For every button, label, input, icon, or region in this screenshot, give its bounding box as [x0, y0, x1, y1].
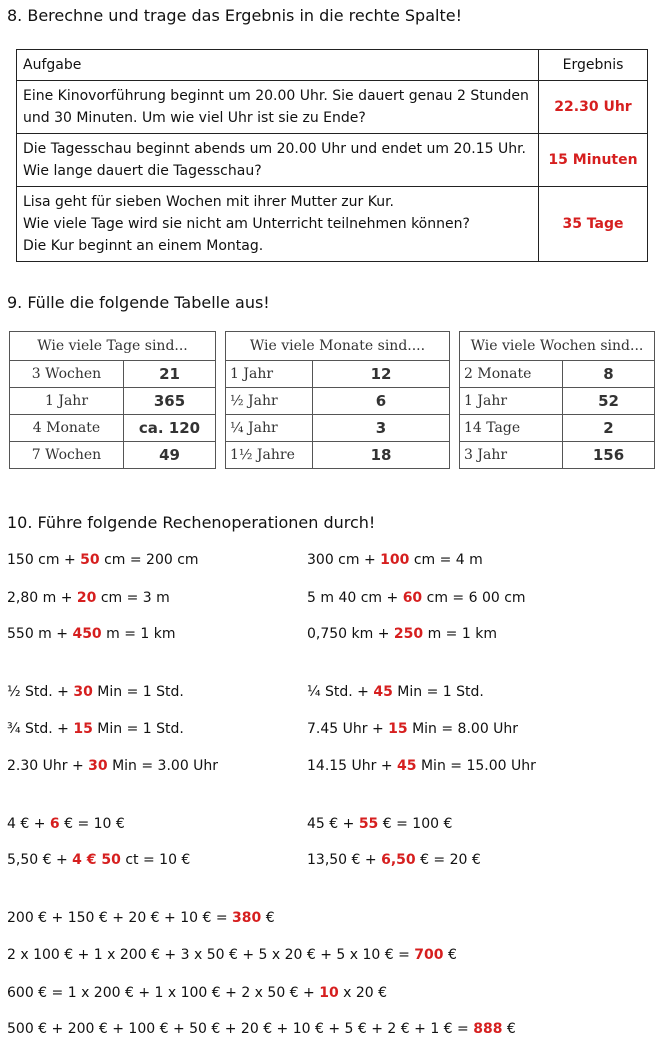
calc-rest: x 20 €	[338, 985, 388, 1001]
row-value: ca. 120	[124, 415, 216, 442]
task-result: 35 Tage	[539, 187, 648, 262]
calc-answer: 30	[88, 758, 108, 774]
calc-answer: 888	[473, 1021, 503, 1037]
calculation-line	[7, 985, 387, 1001]
task-line: Lisa geht für sieben Wochen mit ihrer Mutter zur Kur.	[23, 194, 394, 210]
calc-answer: 60	[402, 590, 423, 606]
calc-rest: m = 1 km	[101, 626, 176, 642]
header-task: Aufgabe	[17, 50, 539, 81]
calc-given: 14.15 Uhr +	[307, 758, 398, 774]
calc-given: 4 € +	[7, 816, 50, 832]
calculation-line	[7, 721, 184, 737]
calc-rest: Min = 1 Std.	[92, 721, 184, 737]
calc-rest: cm = 4 m	[409, 552, 483, 568]
calculation-line	[307, 684, 484, 700]
table-row	[460, 442, 655, 469]
table-row	[17, 134, 648, 187]
calculation-line	[307, 758, 536, 774]
calc-rest: € = 100 €	[378, 816, 453, 832]
table-row	[10, 388, 216, 415]
table-title: Wie viele Monate sind....	[226, 332, 450, 361]
calculation-line	[7, 758, 218, 774]
calc-given: 200 € + 150 € + 20 € + 10 € =	[7, 910, 233, 926]
calc-given: 300 cm +	[307, 552, 381, 568]
calc-given: 2 x 100 € + 1 x 200 € + 3 x 50 € + 5 x 20 € + 5 x 10 € =	[7, 947, 415, 963]
row-label: 14 Tage	[460, 415, 563, 442]
calc-rest: €	[443, 947, 457, 963]
calc-answer: 250	[393, 626, 424, 642]
calculation-line	[307, 590, 526, 606]
calc-rest: cm = 200 cm	[99, 552, 199, 568]
calc-answer: 20	[76, 590, 97, 606]
table-row	[17, 187, 648, 262]
calculation-line	[307, 721, 518, 737]
calc-rest: Min = 1 Std.	[92, 684, 184, 700]
calc-answer: 4 € 50	[72, 852, 121, 868]
table-row	[10, 361, 216, 388]
calculation-line	[7, 816, 125, 832]
task-line: Wie viele Tage wird sie nicht am Unterricht teilnehmen können?	[23, 216, 470, 232]
calc-given: 13,50 € +	[307, 852, 382, 868]
row-label: 1 Jahr	[226, 361, 313, 388]
calculation-line	[7, 552, 199, 568]
days-table	[9, 331, 216, 469]
calc-given: 2.30 Uhr +	[7, 758, 89, 774]
table-row	[226, 388, 450, 415]
months-table	[225, 331, 450, 469]
task-line: Wie lange dauert die Tagesschau?	[23, 163, 262, 179]
calc-answer: 45	[397, 758, 417, 774]
table-row	[10, 442, 216, 469]
row-label: 4 Monate	[10, 415, 124, 442]
table-row	[226, 442, 450, 469]
table-row	[10, 415, 216, 442]
calc-answer: 380	[232, 910, 262, 926]
task8-table	[16, 49, 648, 262]
table-row	[226, 361, 450, 388]
table-row	[17, 81, 648, 134]
header-result: Ergebnis	[539, 50, 648, 81]
calculation-line	[307, 626, 497, 642]
calc-given: 5 m 40 cm +	[307, 590, 403, 606]
calculation-line	[7, 684, 184, 700]
row-value: 2	[563, 415, 655, 442]
task8-heading: 8. Berechne und trage das Ergebnis in die rechte Spalte!	[7, 6, 462, 25]
row-value: 49	[124, 442, 216, 469]
calculation-line	[7, 910, 275, 926]
weeks-table	[459, 331, 655, 469]
calc-given: ¼ Std. +	[307, 684, 374, 700]
row-label: ½ Jahr	[226, 388, 313, 415]
task-result: 22.30 Uhr	[539, 81, 648, 134]
table-header-row	[17, 50, 648, 81]
calc-rest: Min = 1 Std.	[392, 684, 484, 700]
calc-given: 500 € + 200 € + 100 € + 50 € + 20 € + 10 € + 5 € + 2 € + 1 € =	[7, 1021, 474, 1037]
row-value: 156	[563, 442, 655, 469]
task10-heading: 10. Führe folgende Rechenoperationen durch!	[7, 513, 376, 532]
calc-given: 2,80 m +	[7, 590, 77, 606]
calc-answer: 50	[80, 552, 100, 568]
calc-rest: € = 10 €	[59, 816, 125, 832]
table-row	[460, 415, 655, 442]
row-value: 52	[563, 388, 655, 415]
task-line: Eine Kinovorführung beginnt um 20.00 Uhr. Sie dauert genau 2 Stunden	[23, 88, 529, 104]
task-line: und 30 Minuten. Um wie viel Uhr ist sie zu Ende?	[23, 110, 366, 126]
row-label: ¼ Jahr	[226, 415, 313, 442]
calculation-line	[307, 852, 481, 868]
row-label: 3 Wochen	[10, 361, 124, 388]
row-label: 1 Jahr	[460, 388, 563, 415]
row-value: 8	[563, 361, 655, 388]
calc-rest: ct = 10 €	[120, 852, 191, 868]
calc-given: 7.45 Uhr +	[307, 721, 389, 737]
task9-heading: 9. Fülle die folgende Tabelle aus!	[7, 293, 270, 312]
row-value: 365	[124, 388, 216, 415]
calc-rest: Min = 8.00 Uhr	[407, 721, 519, 737]
calculation-line	[7, 626, 176, 642]
calc-given: 150 cm +	[7, 552, 81, 568]
calc-rest: € = 20 €	[415, 852, 481, 868]
calc-answer: 100	[380, 552, 410, 568]
calc-rest: cm = 6 00 cm	[422, 590, 526, 606]
calc-answer: 10	[319, 985, 339, 1001]
calc-given: 0,750 km +	[307, 626, 394, 642]
task-line: Die Kur beginnt an einem Montag.	[23, 238, 264, 254]
table-row	[460, 361, 655, 388]
calculation-line	[7, 947, 457, 963]
calculation-line	[307, 816, 452, 832]
row-label: 2 Monate	[460, 361, 563, 388]
row-label: 7 Wochen	[10, 442, 124, 469]
calc-answer: 30	[73, 684, 93, 700]
calc-rest: cm = 3 m	[96, 590, 170, 606]
calc-given: ½ Std. +	[7, 684, 74, 700]
calc-rest: m = 1 km	[423, 626, 497, 642]
calculation-line	[7, 1021, 516, 1037]
task-text	[17, 134, 539, 187]
calculation-line	[7, 852, 190, 868]
calc-given: 5,50 € +	[7, 852, 73, 868]
calc-rest: €	[502, 1021, 516, 1037]
task-line: Die Tagesschau beginnt abends um 20.00 Uhr und endet um 20.15 Uhr.	[23, 141, 527, 157]
table-row	[226, 415, 450, 442]
calc-rest: Min = 3.00 Uhr	[107, 758, 219, 774]
row-value: 6	[313, 388, 450, 415]
task-text	[17, 81, 539, 134]
calc-rest: Min = 15.00 Uhr	[416, 758, 536, 774]
calc-given: 550 m +	[7, 626, 73, 642]
calc-answer: 6,50	[381, 852, 416, 868]
row-label: 1½ Jahre	[226, 442, 313, 469]
row-value: 12	[313, 361, 450, 388]
calc-answer: 700	[414, 947, 444, 963]
row-value: 3	[313, 415, 450, 442]
calc-rest: €	[261, 910, 275, 926]
calc-answer: 15	[73, 721, 93, 737]
row-value: 21	[124, 361, 216, 388]
calculation-line	[307, 552, 483, 568]
calc-answer: 55	[358, 816, 379, 832]
task-result: 15 Minuten	[539, 134, 648, 187]
row-label: 3 Jahr	[460, 442, 563, 469]
calculation-line	[7, 590, 170, 606]
table-title: Wie viele Tage sind...	[10, 332, 216, 361]
calc-answer: 450	[72, 626, 102, 642]
table-title: Wie viele Wochen sind...	[460, 332, 655, 361]
task-text	[17, 187, 539, 262]
calc-answer: 6	[49, 816, 60, 832]
calc-answer: 15	[388, 721, 408, 737]
row-value: 18	[313, 442, 450, 469]
calc-given: 45 € +	[307, 816, 359, 832]
calc-given: 600 € = 1 x 200 € + 1 x 100 € + 2 x 50 € +	[7, 985, 320, 1001]
table-row	[460, 388, 655, 415]
calc-answer: 45	[373, 684, 393, 700]
calc-given: ¾ Std. +	[7, 721, 74, 737]
row-label: 1 Jahr	[10, 388, 124, 415]
